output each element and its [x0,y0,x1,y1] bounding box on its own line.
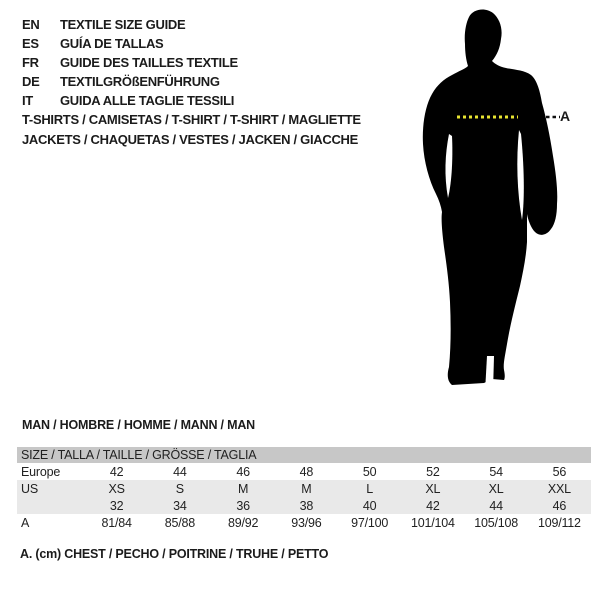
size-table [17,447,591,531]
category-jackets: JACKETS / CHAQUETAS / VESTES / JACKEN / GIACCHE [22,132,358,147]
size-cell: 81/84 [101,515,132,530]
row-label: Europe [21,464,61,479]
size-cell: 40 [362,498,377,513]
language-label: TEXTILGRÖßENFÜHRUNG [60,74,220,89]
size-cell: 44 [489,498,503,513]
category-tshirts: T-SHIRTS / CAMISETAS / T-SHIRT / T-SHIRT / MAGLIETTE [22,112,361,127]
size-cell: 93/96 [291,515,322,530]
language-row-fr [22,53,238,72]
size-cell: 52 [426,464,440,479]
size-cell: 101/104 [410,515,455,530]
size-cell: 46 [552,498,567,513]
language-list [22,15,238,110]
section-title-man: MAN / HOMBRE / HOMME / MANN / MAN [22,418,255,432]
table-row-chest [17,514,591,531]
size-cell: 38 [299,498,314,513]
man-silhouette-figure [408,4,572,392]
table-row-us [17,480,591,497]
language-row-it [22,91,238,110]
row-label: A [21,515,30,530]
row-label: US [21,481,38,496]
language-row-de [22,72,238,91]
size-cell: 85/88 [164,515,196,530]
size-cell: XXL [547,481,571,496]
size-table-header: SIZE / TALLA / TAILLE / GRÖSSE / TAGLIA [17,447,591,463]
size-cell: 97/100 [351,515,389,530]
language-label: GUÍA DE TALLAS [60,36,164,51]
size-cell: 105/108 [474,515,519,530]
table-row-europe [17,463,591,480]
size-cell: XS [108,481,125,496]
size-cell: 48 [299,464,314,479]
size-cell: M [238,481,249,496]
size-cell: 50 [362,464,377,479]
size-cell: 34 [173,498,187,513]
size-cell: 36 [236,498,250,513]
man-silhouette [423,10,557,385]
size-cell: 46 [236,464,250,479]
size-cell: 42 [426,498,440,513]
language-row-en [22,15,238,34]
language-code: ES [22,36,39,51]
language-row-es [22,34,238,53]
language-code: DE [22,74,40,89]
size-cell: 56 [552,464,567,479]
size-cell: XL [425,481,441,496]
table-row-numeric [17,497,591,514]
language-code: FR [22,55,39,70]
language-label: GUIDA ALLE TAGLIE TESSILI [60,93,235,108]
size-cell: L [366,481,373,496]
language-code: EN [22,17,40,32]
size-cell: 44 [173,464,187,479]
size-cell: 54 [489,464,503,479]
size-cell: 42 [109,464,124,479]
size-cell: M [301,481,312,496]
garment-categories [22,110,361,150]
size-cell: XL [488,481,504,496]
size-cell: 109/112 [537,515,581,530]
measure-footnote: A. (cm) CHEST / PECHO / POITRINE / TRUHE / PETTO [20,547,329,561]
size-cell: S [175,481,184,496]
size-cell: 89/92 [227,515,259,530]
size-cell: 32 [109,498,124,513]
measure-label-a: A [560,108,571,124]
language-label: TEXTILE SIZE GUIDE [60,17,186,32]
language-code: IT [22,93,33,108]
language-label: GUIDE DES TAILLES TEXTILE [60,55,238,70]
